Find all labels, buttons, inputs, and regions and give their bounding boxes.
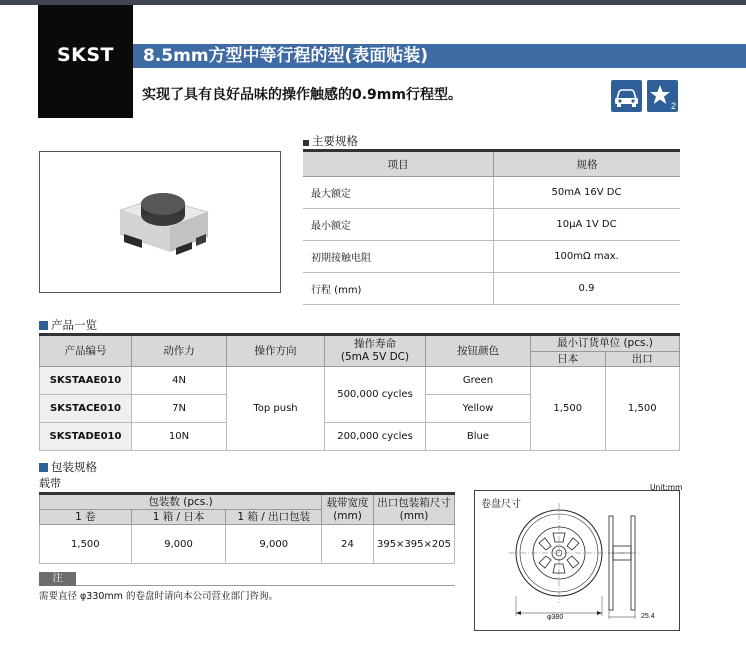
star-badge-number: 2 — [671, 101, 677, 111]
table-row: SKSTACE010 7N Yellow — [40, 395, 680, 423]
section-square-icon — [303, 140, 309, 146]
series-code: SKST — [56, 44, 115, 66]
reel-diameter: φ380 — [547, 614, 564, 621]
packaging-table: 包装数 (pcs.) 载带宽度 (mm) 出口包装箱尺寸 (mm) 1 卷 1 箱 / 日本 1 箱 / 出口包装 1,500 9,000 9,000 24 395×395×205 — [39, 492, 455, 564]
reel-diagram — [474, 490, 680, 631]
table-row: SKSTADE010 10N 200,000 cycles Blue — [40, 423, 680, 451]
life-header: 操作寿命 (5mA 5V DC) — [325, 335, 426, 367]
reel-width: 25.4 — [641, 613, 655, 620]
box-size-header: 出口包装箱尺寸 (mm) — [373, 494, 454, 525]
reel-title: 卷盘尺寸 — [481, 499, 521, 510]
product-photo — [39, 151, 281, 293]
note-text: 需要直径 φ330mm 的卷盘时请向本公司营业部门咨询。 — [39, 591, 278, 602]
table-row: 行程 (mm) 0.9 — [303, 273, 680, 305]
life-cell-a: 500,000 cycles — [325, 367, 426, 423]
packaging-sub: 载带 — [39, 477, 61, 490]
star-rating-icon — [647, 80, 678, 112]
packaging-heading: 包装规格 — [39, 459, 97, 475]
unit-label: Unit:mm — [650, 483, 683, 492]
table-row: 初期接触电阻 100mΩ max. — [303, 241, 680, 273]
page-subtitle: 实现了具有良好品味的操作触感的0.9mm行程型。 — [142, 87, 462, 103]
car-icon — [611, 80, 642, 112]
section-square-icon — [39, 321, 48, 330]
table-row: 最大额定 50mA 16V DC — [303, 177, 680, 209]
section-square-icon — [39, 463, 48, 472]
table-row: SKSTAAE010 4N Top push 500,000 cycles Green 1,500 1,500 — [40, 367, 680, 395]
spec-table — [303, 149, 680, 305]
spec-col-item: 项目 — [303, 151, 494, 177]
page-title: 8.5mm方型中等行程的型(表面贴装) — [143, 46, 429, 66]
product-table: 产品编号 动作力 操作方向 操作寿命 (5mA 5V DC) 按钮颜色 最小订货单位 (pcs.) 日本 出口 SKSTAAE010 4N Top push 500,000 cycles Green 1,500 1,500 SKSTACE010 7N Yellow SKSTADE010 10N 200,000 cycles Blue — [39, 333, 680, 451]
product-heading: 产品一览 — [39, 317, 97, 333]
table-row: 最小额定 10μA 1V DC — [303, 209, 680, 241]
moq-export-cell: 1,500 — [605, 367, 680, 451]
spec-col-spec: 规格 — [494, 151, 681, 177]
moq-japan-cell: 1,500 — [531, 367, 606, 451]
direction-cell: Top push — [227, 367, 325, 451]
life-cell-b: 200,000 cycles — [325, 423, 426, 451]
table-row: 1,500 9,000 9,000 24 395×395×205 — [40, 525, 455, 564]
note-divider — [76, 585, 455, 586]
tape-width-header: 载带宽度 (mm) — [322, 494, 374, 525]
note-label: 注 — [39, 572, 76, 586]
spec-heading: 主要规格 — [303, 133, 358, 149]
